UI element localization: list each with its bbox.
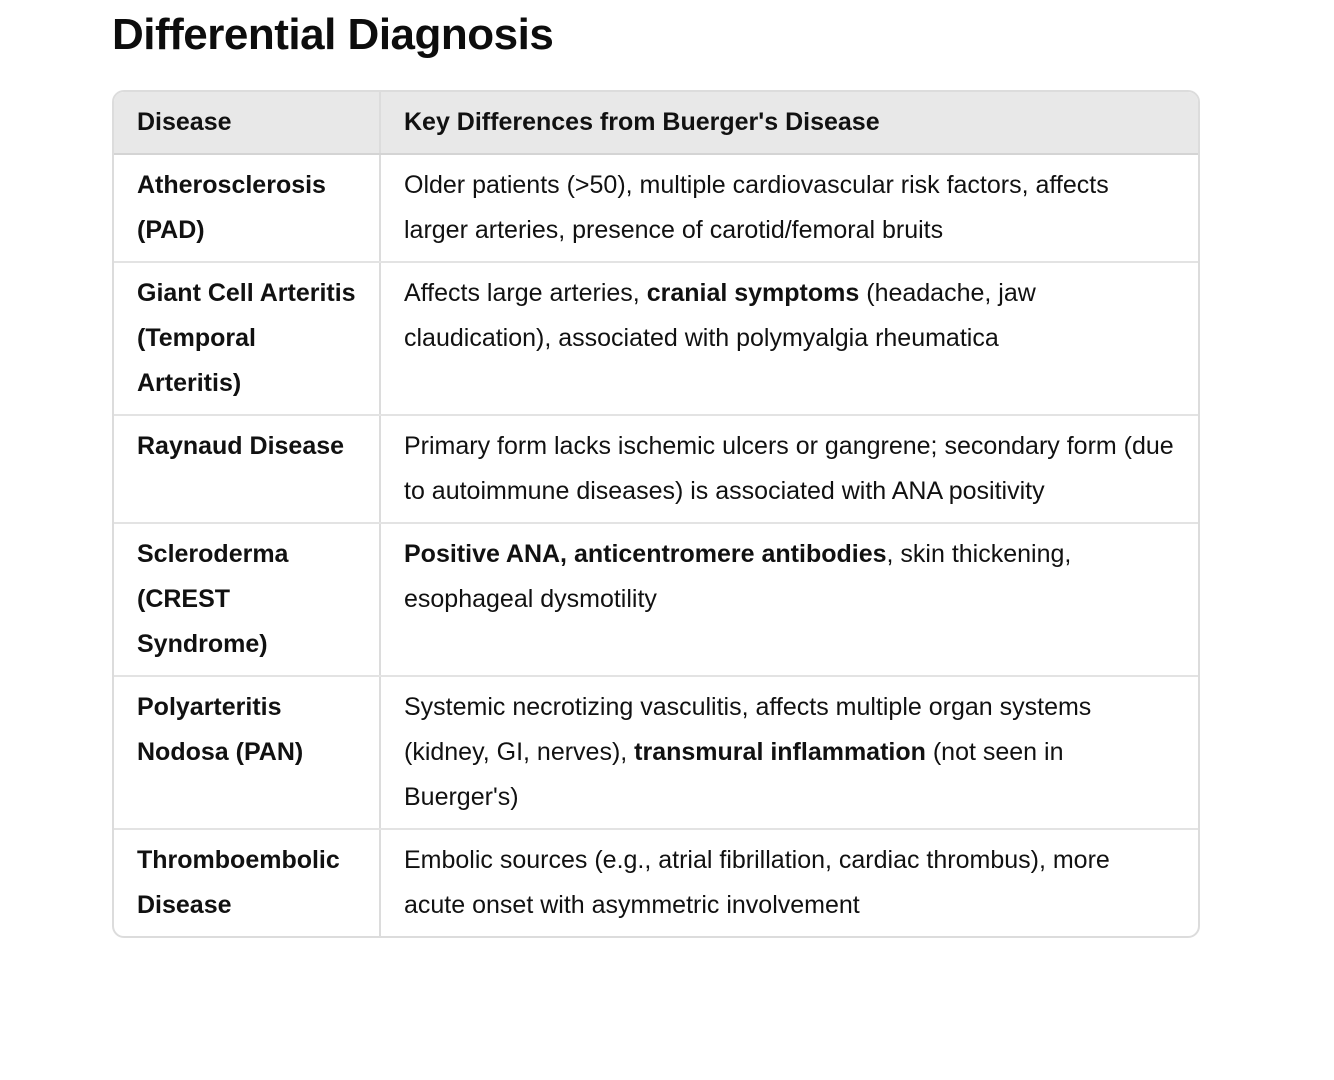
disease-cell: Giant Cell Arteritis (Temporal Arteritis) [114, 262, 380, 415]
differences-cell [380, 262, 1198, 415]
text-run: Systemic necrotizing vasculitis, affects multiple organ systems (kidney, GI, nerves), [404, 693, 1092, 766]
differential-table-container [112, 90, 1200, 938]
text-run: , skin thickening, esophageal dysmotility [404, 540, 1072, 613]
text-run: Affects large arteries, [404, 279, 647, 307]
emphasized-text: Positive ANA, anticentromere antibodies [404, 540, 887, 568]
differences-cell [380, 415, 1198, 523]
header-key-differences: Key Differences from Buerger's Disease [380, 92, 1198, 154]
table-row [114, 154, 1198, 262]
text-run: (headache, jaw claudication), associated with polymyalgia rheumatica [404, 279, 1036, 352]
disease-cell: Thromboembolic Disease [137, 846, 340, 919]
table-row [114, 829, 1198, 936]
table-row [114, 676, 1198, 829]
table-row [114, 262, 1198, 415]
disease-cell: Atherosclerosis (PAD) [114, 154, 380, 262]
header-disease: Disease [114, 92, 380, 154]
disease-cell: Raynaud Disease [114, 415, 380, 523]
page-title: Differential Diagnosis [112, 10, 554, 59]
text-run: Primary form lacks ischemic ulcers or gangrene; secondary form (due to autoimmune diseases) is associated with ANA positivity [404, 432, 1174, 505]
table-header-row [114, 92, 1198, 154]
text-run: Older patients (>50), multiple cardiovascular risk factors, affects larger arteries, presence of carotid/femoral bruits [404, 171, 1109, 244]
differences-cell [380, 523, 1198, 676]
text-run: Embolic sources (e.g., atrial fibrillation, cardiac thrombus), more acute onset with asymmetric involvement [404, 846, 1110, 919]
emphasized-text: cranial symptoms [646, 279, 860, 307]
table-body [114, 154, 1198, 936]
differential-table [114, 92, 1198, 936]
document [112, 0, 1200, 938]
table-row [114, 415, 1198, 523]
disease-cell: Polyarteritis Nodosa (PAN) [114, 676, 380, 829]
disease-cell: Scleroderma (CREST Syndrome) [114, 523, 380, 676]
emphasized-text: transmural inflammation [634, 738, 926, 766]
differences-cell [380, 154, 1198, 262]
differences-cell [380, 676, 1198, 829]
table-row [114, 523, 1198, 676]
differences-cell [380, 829, 1198, 936]
text-run: (not seen in Buerger's) [404, 738, 1064, 811]
